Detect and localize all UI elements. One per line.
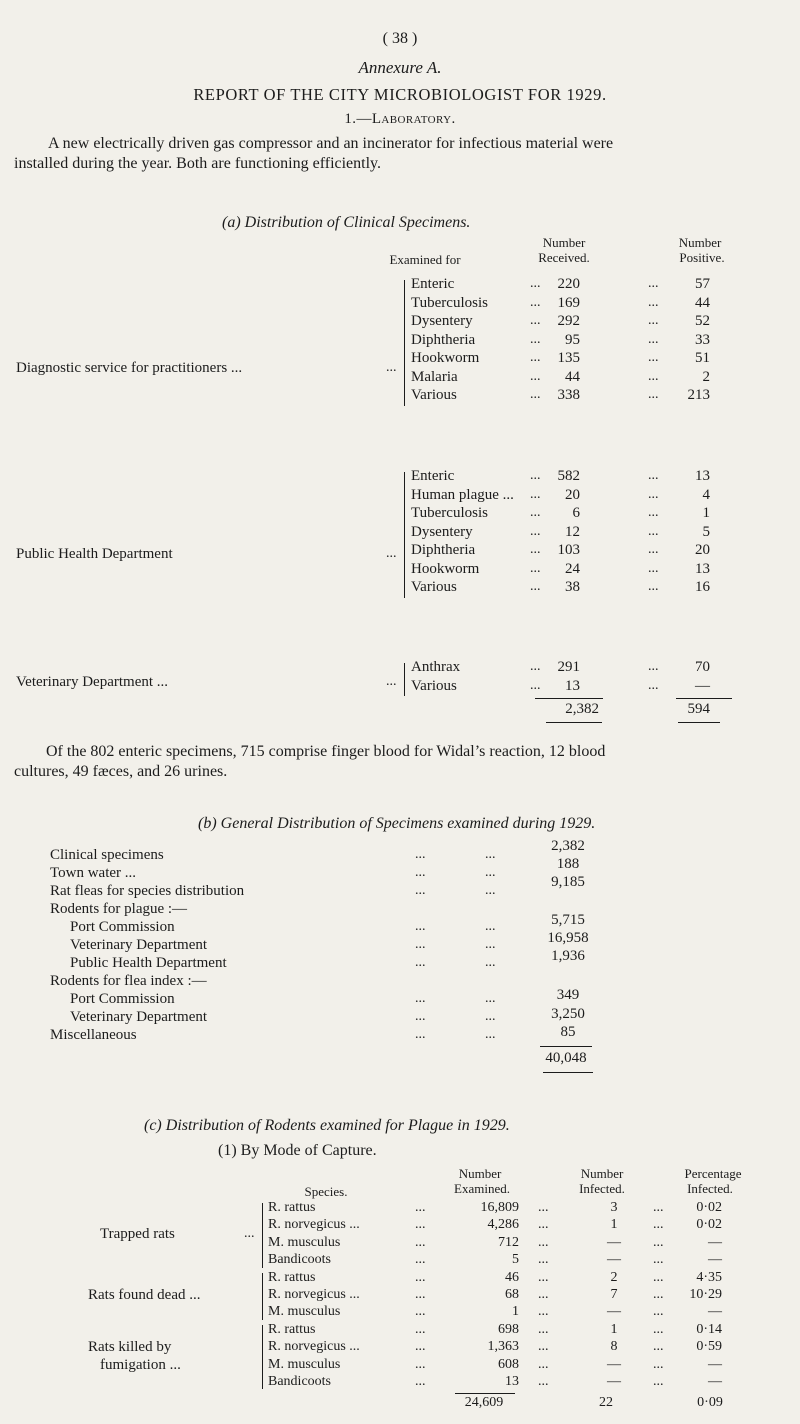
leader-dots: ... [648, 468, 659, 483]
leader-dots: ... [485, 1009, 496, 1024]
table-a-total-underline-positive [678, 722, 720, 723]
table-b-row-value: 3,250 [551, 1006, 585, 1022]
table-a-row-name: Hookworm [411, 560, 480, 577]
leader-dots: ... [386, 546, 397, 561]
table-a-total-rule-received [535, 698, 603, 699]
table-a-positive: 70 [695, 659, 710, 675]
table-a-positive: 2 [702, 368, 710, 385]
leader-dots: ... [530, 505, 541, 520]
leader-dots: ... [530, 387, 541, 402]
leader-dots: ... [415, 1374, 426, 1389]
table-a-positive: 16 [695, 579, 710, 595]
table-a-total-rule-positive [676, 698, 732, 699]
table-c-examined: 4,286 [487, 1217, 519, 1233]
table-a-group-label: Diagnostic service for practitioners ... [16, 360, 243, 376]
leader-dots: ... [415, 883, 426, 898]
table-c-percent: 0·59 [696, 1339, 722, 1355]
leader-dots: ... [648, 523, 659, 539]
table-c-total-infected: 22 [599, 1395, 613, 1411]
leader-dots: ... [415, 1252, 426, 1268]
leader-dots: ... [386, 674, 397, 689]
table-b-row-label: Rodents for plague :— [50, 901, 188, 917]
leader-dots: ... [415, 919, 426, 934]
leader-dots: ... [648, 677, 659, 693]
table-c-percent: — [708, 1356, 722, 1372]
leader-dots: ... [648, 486, 659, 502]
table-c-percent: 10·29 [689, 1287, 722, 1302]
table-a-received: 135 [557, 350, 580, 366]
leader-dots: ... [648, 368, 659, 384]
table-a-row-name: Tuberculosis [411, 294, 488, 311]
intro-line-1: A new electrically driven gas compressor and an incinerator for infectious material were [48, 135, 614, 152]
leader-dots: ... [415, 955, 426, 970]
table-c-species: M. musculus [268, 1304, 341, 1320]
table-c-infected: — [607, 1304, 621, 1320]
table-a-group-brace [404, 663, 405, 696]
table-b-row-value: 9,185 [551, 874, 585, 890]
table-b-total-underline [543, 1072, 593, 1073]
table-b-row-label: Public Health Department [70, 955, 227, 971]
col-examined-1: Number [458, 1166, 502, 1181]
table-c-species: R. norvegicus ... [268, 1287, 360, 1302]
leader-dots: ... [538, 1339, 549, 1355]
table-c-infected: — [607, 1374, 621, 1389]
leader-dots: ... [415, 1027, 426, 1042]
table-c-infected: 2 [610, 1269, 618, 1285]
leader-dots: ... [653, 1287, 664, 1302]
table-c-infected: — [607, 1252, 621, 1268]
leader-dots: ... [530, 276, 541, 291]
leader-dots: ... [653, 1304, 664, 1320]
table-a-received: 44 [565, 368, 580, 385]
table-b-row-label: Rodents for flea index :— [50, 973, 207, 989]
table-b-row-value: 349 [556, 987, 580, 1003]
table-a-row-name: Tuberculosis [411, 505, 488, 521]
table-a-total-positive: 594 [687, 701, 710, 717]
leader-dots: ... [538, 1269, 549, 1285]
table-b-row-label: Rat fleas for species distribution [50, 883, 245, 899]
leader-dots: ... [538, 1234, 549, 1250]
table-c-species: Bandicoots [268, 1252, 331, 1268]
leader-dots: ... [415, 1356, 426, 1372]
leader-dots: ... [648, 387, 659, 402]
leader-dots: ... [530, 368, 541, 384]
table-c-species: R. norvegicus ... [268, 1217, 360, 1233]
section-heading: 1.—Laboratory. [344, 111, 456, 127]
leader-dots: ... [648, 276, 659, 291]
table-a-positive: 33 [695, 331, 710, 348]
table-b-row-value: 85 [560, 1024, 576, 1040]
table-c-species: R. norvegicus ... [268, 1339, 360, 1355]
table-c-species: M. musculus [268, 1234, 341, 1250]
table-a-received: 103 [557, 542, 580, 558]
leader-dots: ... [538, 1217, 549, 1233]
table-a-received: 12 [565, 523, 580, 540]
col-infected-2: Infected. [579, 1181, 625, 1196]
leader-dots: ... [648, 579, 659, 594]
table-a-positive: 20 [695, 542, 710, 558]
col-percent-2: Infected. [687, 1181, 733, 1196]
table-a-row-name: Various [411, 677, 457, 694]
leader-dots: ... [415, 1234, 426, 1250]
table-c-examined: 712 [498, 1234, 519, 1250]
leader-dots: ... [538, 1374, 549, 1389]
leader-dots: ... [648, 350, 659, 365]
leader-dots: ... [415, 1200, 426, 1215]
leader-dots: ... [415, 991, 426, 1006]
table-a-row-name: Anthrax [411, 659, 461, 675]
table-c-examined: 46 [505, 1269, 519, 1285]
table-a-row-name: Enteric [411, 468, 455, 484]
table-a-group-label: Veterinary Department ... [16, 674, 169, 690]
table-b-row-label: Port Commission [70, 991, 175, 1007]
leader-dots: ... [653, 1269, 664, 1285]
col-received-1: Number [542, 235, 586, 250]
table-a-received: 95 [565, 331, 580, 348]
table-c-brace-trapped [262, 1203, 263, 1268]
table-a-positive: 13 [695, 468, 710, 484]
table-c-species: R. rattus [268, 1321, 316, 1337]
table-b-row-label: Port Commission [70, 919, 175, 935]
table-b-total-rule [540, 1046, 592, 1047]
table-a-received: 291 [557, 659, 580, 675]
table-a-positive: 4 [702, 486, 710, 503]
table-c-percent: 4·35 [696, 1269, 722, 1285]
leader-dots: ... [538, 1321, 549, 1337]
leader-dots: ... [530, 677, 541, 693]
leader-dots: ... [485, 865, 496, 880]
table-a-total-underline-received [546, 722, 602, 723]
table-a-group-brace [404, 472, 405, 598]
table-a-positive: 44 [695, 294, 710, 311]
leader-dots: ... [648, 659, 659, 674]
table-b-row-value: 2,382 [551, 838, 585, 854]
table-a-group-label: Public Health Department [16, 546, 173, 562]
table-c-examined: 1,363 [487, 1339, 519, 1355]
table-c-group-dead: Rats found dead ... [88, 1287, 201, 1303]
table-b-row-label: Town water ... [50, 865, 137, 881]
leader-dots: ... [386, 360, 397, 375]
table-a-total-received: 2,382 [565, 701, 599, 717]
table-c-examined: 16,809 [480, 1200, 519, 1215]
table-a-group-brace [404, 280, 405, 406]
table-c-species: R. rattus [268, 1200, 316, 1215]
table-a-received: 13 [565, 677, 580, 694]
page-number: ( 38 ) [382, 30, 418, 47]
col-species: Species. [304, 1184, 348, 1199]
leader-dots: ... [485, 847, 496, 862]
leader-dots: ... [415, 1269, 426, 1285]
leader-dots: ... [530, 350, 541, 365]
leader-dots: ... [648, 542, 659, 557]
table-c-infected: — [607, 1356, 621, 1372]
report-title: REPORT OF THE CITY MICROBIOLOGIST FOR 1929. [193, 85, 607, 104]
leader-dots: ... [648, 313, 659, 328]
enteric-note-line-2: cultures, 49 fæces, and 26 urines. [14, 763, 228, 780]
table-c-total-percent: 0·09 [697, 1395, 723, 1411]
table-c-brace-dead [262, 1273, 263, 1320]
leader-dots: ... [530, 579, 541, 594]
table-c-percent: — [708, 1304, 722, 1320]
leader-dots: ... [415, 1009, 426, 1024]
table-a-row-name: Various [411, 387, 457, 403]
table-a-positive: 5 [702, 523, 710, 540]
table-a-positive: 213 [687, 387, 710, 403]
table-c-infected: 3 [610, 1200, 618, 1215]
table-a-received: 220 [557, 276, 580, 292]
leader-dots: ... [530, 523, 541, 539]
leader-dots: ... [530, 542, 541, 557]
leader-dots: ... [530, 294, 541, 310]
table-a-received: 582 [557, 468, 580, 484]
leader-dots: ... [538, 1356, 549, 1372]
leader-dots: ... [530, 659, 541, 674]
table-a-row-name: Various [411, 579, 457, 595]
table-c-examined: 698 [498, 1321, 519, 1337]
table-c-percent: — [708, 1234, 722, 1250]
table-b-row-label: Clinical specimens [50, 847, 164, 863]
table-a-row-name: Enteric [411, 276, 455, 292]
annexure-title: Annexure A. [358, 58, 442, 77]
leader-dots: ... [530, 313, 541, 328]
table-c-infected: — [607, 1234, 621, 1250]
table-c-species: R. rattus [268, 1269, 316, 1285]
col-positive-1: Number [678, 235, 722, 250]
col-received-2: Received. [538, 250, 590, 265]
table-b-caption: (b) General Distribution of Specimens examined during 1929. [198, 815, 596, 832]
table-a-positive: 1 [702, 505, 710, 521]
col-examined-for: Examined for [389, 252, 461, 267]
table-a-positive: — [695, 677, 710, 694]
leader-dots: ... [653, 1234, 664, 1250]
leader-dots: ... [415, 1321, 426, 1337]
table-b-row-value: 188 [556, 856, 580, 872]
table-c-species: M. musculus [268, 1356, 341, 1372]
leader-dots: ... [530, 331, 541, 347]
table-a-row-name: Dysentery [411, 313, 473, 329]
col-examined-2: Examined. [454, 1181, 510, 1196]
table-c-percent: 0·02 [696, 1200, 722, 1215]
table-c-caption: (c) Distribution of Rodents examined for Plague in 1929. [144, 1117, 510, 1134]
leader-dots: ... [648, 560, 659, 576]
table-a-received: 38 [565, 579, 580, 595]
enteric-note-line-1: Of the 802 enteric specimens, 715 comprise finger blood for Widal’s reaction, 12 blood [46, 743, 606, 760]
leader-dots: ... [648, 294, 659, 310]
table-b-row-value: 1,936 [551, 948, 585, 964]
table-c-total-examined: 24,609 [464, 1395, 504, 1411]
leader-dots: ... [530, 560, 541, 576]
table-a-row-name: Malaria [411, 368, 458, 385]
table-c-percent: — [708, 1374, 722, 1389]
table-c-infected: 1 [610, 1321, 618, 1337]
table-c-percent: — [708, 1252, 722, 1268]
table-a-received: 169 [557, 294, 580, 311]
table-a-received: 338 [557, 387, 580, 403]
leader-dots: ... [530, 486, 541, 502]
table-a-positive: 51 [695, 350, 710, 366]
leader-dots: ... [538, 1304, 549, 1320]
table-c-examined: 608 [498, 1356, 519, 1372]
leader-dots: ... [485, 991, 496, 1006]
col-positive-2: Positive. [679, 250, 725, 265]
leader-dots: ... [648, 505, 659, 520]
table-c-examined: 13 [505, 1374, 519, 1389]
table-a-positive: 57 [695, 276, 710, 292]
table-b-row-value: 16,958 [547, 930, 589, 946]
table-a-positive: 52 [695, 313, 710, 329]
leader-dots: ... [653, 1200, 664, 1215]
table-c-percent: 0·02 [696, 1217, 722, 1233]
leader-dots: ... [485, 955, 496, 970]
table-a-row-name: Human plague ... [411, 486, 514, 503]
col-infected-1: Number [580, 1166, 624, 1181]
leader-dots: ... [538, 1287, 549, 1302]
table-a-row-name: Hookworm [411, 350, 480, 366]
table-a-received: 6 [572, 505, 580, 521]
table-c-total-rule-examined [455, 1393, 515, 1394]
leader-dots: ... [485, 937, 496, 952]
table-c-examined: 1 [512, 1304, 519, 1320]
table-c-percent: 0·14 [696, 1321, 722, 1337]
table-a-row-name: Dysentery [411, 523, 473, 540]
table-c-examined: 5 [512, 1252, 519, 1268]
leader-dots: ... [538, 1252, 549, 1268]
table-a-positive: 13 [695, 560, 710, 577]
table-c-group-killed-2: fumigation ... [100, 1356, 181, 1373]
leader-dots: ... [485, 1027, 496, 1042]
table-a-caption: (a) Distribution of Clinical Specimens. [222, 214, 471, 231]
leader-dots: ... [415, 1217, 426, 1233]
leader-dots: ... [415, 937, 426, 952]
leader-dots: ... [415, 1339, 426, 1355]
table-a-row-name: Diphtheria [411, 331, 476, 348]
leader-dots: ... [653, 1321, 664, 1337]
leader-dots: ... [653, 1252, 664, 1268]
leader-dots: ... [653, 1374, 664, 1389]
table-a-received: 292 [557, 313, 580, 329]
table-a-received: 20 [565, 486, 580, 503]
leader-dots: ... [653, 1339, 664, 1355]
table-c-group-trapped: Trapped rats [100, 1226, 175, 1243]
table-b-row-label: Veterinary Department [70, 1009, 208, 1025]
table-c-examined: 68 [505, 1287, 519, 1302]
table-b-row-label: Miscellaneous [50, 1027, 137, 1043]
table-b-row-value: 5,715 [551, 912, 585, 928]
leader-dots: ... [538, 1200, 549, 1215]
col-percent-1: Percentage [684, 1166, 742, 1181]
intro-line-2: installed during the year. Both are functioning efficiently. [14, 155, 382, 172]
leader-dots: ... [648, 331, 659, 347]
table-c-infected: 1 [610, 1217, 618, 1233]
table-a-row-name: Diphtheria [411, 542, 476, 558]
leader-dots: ... [530, 468, 541, 483]
table-a-received: 24 [565, 560, 580, 577]
leader-dots: ... [485, 919, 496, 934]
leader-dots: ... [653, 1217, 664, 1233]
leader-dots: ... [485, 883, 496, 898]
table-c-group-killed-1: Rats killed by [88, 1339, 172, 1356]
table-c-subcaption: (1) By Mode of Capture. [218, 1142, 377, 1159]
table-b-total: 40,048 [545, 1050, 587, 1066]
leader-dots: ... [244, 1226, 255, 1242]
leader-dots: ... [653, 1356, 664, 1372]
table-c-brace-killed [262, 1325, 263, 1390]
table-c-infected: 8 [610, 1339, 618, 1355]
leader-dots: ... [415, 1304, 426, 1320]
leader-dots: ... [415, 847, 426, 862]
table-c-species: Bandicoots [268, 1374, 331, 1389]
leader-dots: ... [415, 1287, 426, 1302]
table-c-infected: 7 [610, 1287, 618, 1302]
table-b-row-label: Veterinary Department [70, 937, 208, 953]
leader-dots: ... [415, 865, 426, 880]
